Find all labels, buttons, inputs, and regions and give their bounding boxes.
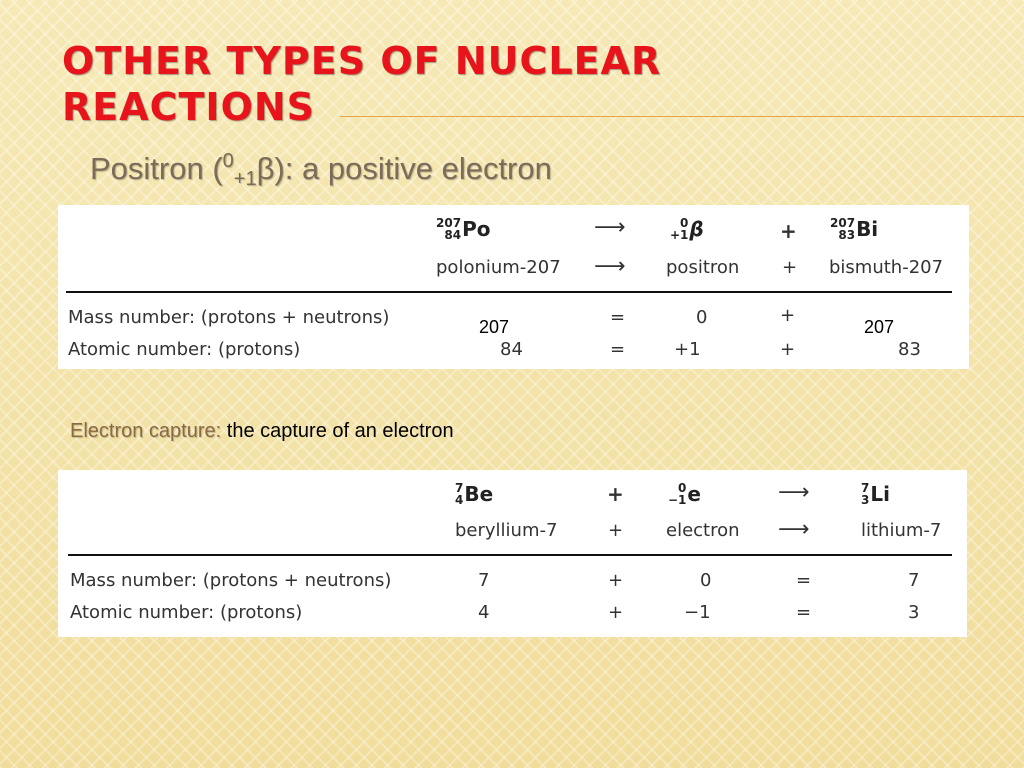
positron-mass-number: 0 [680, 216, 689, 230]
beryllium-mass-value: 7 [478, 570, 490, 591]
plus-sign: + [607, 482, 624, 506]
mass-plus: + [608, 570, 624, 591]
subtitle-charge-subscript: +1 [233, 168, 257, 190]
lithium-atomic-number: 3 [861, 493, 870, 507]
atomic-plus: + [608, 602, 624, 623]
atomic-equals: = [610, 339, 626, 360]
polonium-atomic-number: 84 [444, 228, 462, 242]
lithium-atomic-value: 3 [908, 602, 920, 623]
beryllium-symbol: Be [464, 482, 494, 506]
positron-name: positron [666, 257, 740, 278]
lithium-name: lithium-7 [861, 520, 942, 541]
mass-number-label: Mass number: (protons + neutrons) [70, 570, 392, 591]
polonium-symbol: Po [462, 217, 491, 241]
lithium-nuclide [861, 482, 890, 506]
positron-atomic-value: +1 [674, 339, 701, 360]
electron-atomic-value: −1 [684, 602, 711, 623]
electron-mass-value: 0 [700, 570, 712, 591]
electron-capture-description: the capture of an electron [221, 420, 454, 442]
name-arrow: ⟶ [594, 254, 626, 279]
lithium-mass-number: 7 [861, 481, 870, 495]
electron-charge: −1 [668, 493, 687, 507]
atomic-equals: = [796, 602, 812, 623]
bismuth-mass-number: 207 [830, 216, 856, 230]
electron-particle [668, 482, 701, 506]
positron-mass-value: 0 [696, 307, 708, 328]
beryllium-atomic-number: 4 [455, 493, 464, 507]
beryllium-nuclide [455, 482, 493, 506]
plus-sign: + [780, 219, 797, 243]
electron-name: electron [666, 520, 740, 541]
mass-equals: = [796, 570, 812, 591]
positron-equation-panel [58, 205, 969, 369]
atomic-number-label: Atomic number: (protons) [68, 339, 301, 360]
subtitle-prefix: Positron ( [90, 151, 223, 186]
electron-symbol: e [687, 482, 701, 506]
slide-title: OTHER TYPES OF NUCLEAR REACTIONS [62, 39, 662, 129]
name-plus: + [608, 520, 624, 541]
beryllium-atomic-value: 4 [478, 602, 490, 623]
bismuth-nuclide [830, 217, 878, 241]
polonium-nuclide [436, 217, 490, 241]
bismuth-name: bismuth-207 [829, 257, 944, 278]
electron-mass-number: 0 [678, 481, 687, 495]
positron-subtitle [90, 150, 552, 191]
mass-plus: + [780, 305, 796, 326]
beryllium-mass-number: 7 [455, 481, 464, 495]
positron-nuclide [670, 217, 704, 241]
name-plus: + [782, 257, 798, 278]
bismuth-symbol: Bi [856, 217, 879, 241]
mass-equals: = [610, 307, 626, 328]
lithium-mass-value: 7 [908, 570, 920, 591]
polonium-mass-overlay: 207 [479, 317, 510, 337]
subtitle-suffix: ): a positive electron [274, 151, 552, 186]
mass-number-label: Mass number: (protons + neutrons) [68, 307, 390, 328]
bismuth-atomic-value: 83 [898, 339, 921, 360]
polonium-atomic-value: 84 [500, 339, 523, 360]
bismuth-mass-overlay: 207 [864, 317, 895, 337]
atomic-number-label: Atomic number: (protons) [70, 602, 303, 623]
reaction-arrow: ⟶ [594, 215, 626, 240]
electron-capture-line [70, 420, 454, 443]
bismuth-atomic-number: 83 [838, 228, 856, 242]
reaction-arrow: ⟶ [778, 480, 810, 505]
table-divider [68, 554, 952, 556]
subtitle-beta-symbol: β [256, 151, 275, 186]
name-arrow: ⟶ [778, 517, 810, 542]
electron-capture-term: Electron capture: [70, 420, 222, 442]
electron-capture-panel [58, 470, 967, 637]
title-divider [340, 116, 1024, 117]
polonium-name: polonium-207 [436, 257, 561, 278]
positron-charge: +1 [670, 228, 689, 242]
beryllium-name: beryllium-7 [455, 520, 558, 541]
table-divider [66, 291, 952, 293]
subtitle-mass-superscript: 0 [222, 150, 234, 172]
polonium-mass-number: 207 [436, 216, 462, 230]
atomic-plus: + [780, 339, 796, 360]
positron-symbol: β [689, 217, 704, 241]
lithium-symbol: Li [870, 482, 890, 506]
